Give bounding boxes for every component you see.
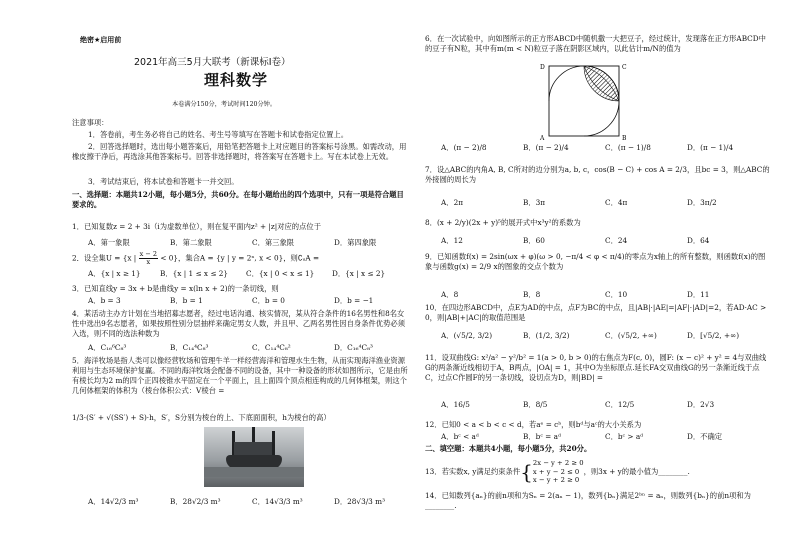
q3-option-c: C．b = 0 [252,296,285,305]
q12-stem: 12．已知0 < a < b < c < d，若aᵉ = cᵇ，则bᵈ与aᶜ的大小关系为 [425,420,642,429]
q1-option-d: D．第四象限 [334,238,377,247]
q6-option-d: D．(π − 1)/4 [687,143,734,152]
q7-option-d: D．3π/2 [687,198,717,207]
q5-option-b: B．28√2/3 m³ [170,497,221,506]
q1-option-c: C．第三象限 [252,238,295,247]
q7-option-c: C．4π [605,198,628,207]
ocean-ranch-photo [204,427,304,487]
q13-constraint-1: 2x − y + 2 ≥ 0 [532,459,584,467]
q9-option-b: B．8 [523,290,541,299]
q10-options [441,331,757,341]
q13-system [533,459,584,485]
label-c: C [622,64,627,71]
q6-option-a: A．(π − 2)/8 [441,143,487,152]
q8-option-c: C．24 [605,236,628,245]
q11-option-a: A．16/5 [441,400,470,409]
q13-stem-part-b: ，则3x + y的最小值为________. [583,466,690,476]
q8-stem: 8．(x + 2/y)(2x + y)⁵的展开式中x³y²的系数为 [425,218,581,227]
q3-option-d: D．b = −1 [334,296,374,305]
label-a: A [540,135,545,142]
q6-square-figure [537,60,633,144]
q4-option-b: B．C₁₄⁴C₈³ [170,343,209,352]
q6-options [441,143,757,153]
exam-subtitle: 本卷满分150分，考试时间120分钟。 [172,101,277,108]
q12-option-a: A．bᶜ < aᵈ [441,432,479,441]
q2-option-d: D．{x | x ≤ 2} [332,269,386,278]
q9-option-a: A．8 [441,290,459,299]
q2-fraction-numerator: x − 2 [139,250,157,258]
q1-option-b: B．第二象限 [170,238,212,247]
q11-options [441,400,757,410]
q3-option-b: B．b = 1 [170,296,203,305]
q4-options [88,343,404,353]
q5-stem: 5．海洋牧场是指人类可以像经营牧场和管理牛羊一样经营海洋和管理水生生物，从而实现海洋渔业资源利用与生态环境保护复赢。不同的海洋牧场会配备不同的设备，其中一种设备的形状如图所示，它是由所有棱长均为2 m的四个正四棱锥水平固定在一个平面上，且上面四个顶点相连构成的几何体框架，则这个几何体框架的体积为（棱台体积公式：V棱台 = [72,356,408,395]
q13-constraint-3: x − y + 2 ≥ 0 [532,476,580,484]
q8-option-a: A．12 [441,236,463,245]
q10-option-d: D．[√5/2, +∞) [687,331,740,340]
q5-options [88,497,404,507]
q9-options [441,290,757,300]
q2-stem [72,251,319,266]
q3-option-a: A．b = 3 [88,296,121,305]
confidential-mark: 绝密★启用前 [80,36,122,44]
q10-option-a: A．(√5/2, 3/2) [441,331,493,340]
note-2: 2．回答选择题时，选出每小题答案后，用铅笔把答题卡上对应题目的答案标号涂黑。如需改动，用橡皮擦干净后，再选涂其他答案标号。回答非选择题时，将答案写在答题卡上。写在本试卷上无效。 [72,142,407,161]
q2-fraction-denominator: x [146,258,151,266]
q7-options [441,198,757,208]
q5-option-a: A．14√2/3 m³ [88,497,139,506]
q6-option-b: B．(π − 2)/4 [523,143,569,152]
note-1: 1．答卷前，考生务必将自己的姓名、考生号等填写在答题卡和试卷指定位置上。 [88,130,349,139]
q5-formula: 1/3·(S′ + √(SS′) + S)·h，S′，S分别为棱台的上、下底面面积，h为棱台的高） [72,413,331,422]
q8-options [441,236,757,246]
q9-option-d: D．11 [687,290,710,299]
q8-option-b: B．60 [523,236,545,245]
q4-stem: 4．某活动主办方计划在当地招募志愿者，经过电话沟通、核实情况，某从符合条件的16名男性和8名女性中选出9名志愿者，如果按照性别分层抽样来确定男女人数，并且甲、乙两名男性因自身条件优势必须入选，则不同的选法种数为 [72,309,405,338]
q2-options [88,269,404,279]
note-3: 3．考试结束后，将本试卷和答题卡一并交回。 [88,177,239,186]
q6-option-c: C．(π − 1)/8 [605,143,651,152]
q11-stem: 11．设双曲线G: x²/a² − y²/b² = 1(a > 0, b > 0)的右焦点为F(c, 0)，圆F: (x − c)² + y² = 4与双曲线G的两条渐近线相切于A，B两点，|OA| = 1，其中O为坐标原点.延长FA交双曲线G的另一条渐近线于点C，过点C作圆F的另一条切线，设切点为D，则|BD| = [425,353,767,382]
label-d: D [540,64,545,71]
q2-option-b: B．{x | 1 ≤ x ≤ 2} [160,269,229,278]
q13-stem [425,459,690,485]
q11-option-b: B．8/5 [523,400,548,409]
q11-option-d: D．2√3 [687,400,715,409]
q12-option-d: D．不确定 [687,432,723,441]
q5-option-d: D．28√3/3 m³ [334,497,385,506]
q2-fraction [139,251,158,266]
q7-option-a: A．2π [441,198,464,207]
q9-option-c: C．10 [605,290,628,299]
q2-option-c: C．{x | 0 < x ≤ 1} [246,269,315,278]
q7-option-b: B．3π [523,198,546,207]
section-choice-heading: 一、选择题：本题共12小题，每小题5分，共60分。在每小题给出的四个选项中，只有一项是符合题目要求的。 [72,190,404,209]
label-b: B [622,135,627,142]
q4-option-d: D．C₁₆⁴C₈³ [334,343,373,352]
q10-stem: 10．在四边形ABCD中，点E为AD的中点，点F为BC的中点，且|AB|·|AE|=|AF|·|AD|=2，若AD·AC > 0，则|AB|+|AC|的取值范围是 [425,303,767,322]
q2-stem-part-a: 2．设全集U = {x | [72,253,137,263]
q1-stem: 1．已知复数z = 2 + 3i（i为虚数单位），则在复平面内z² + |z|对应的点位于 [72,222,321,231]
q2-option-a: A．{x | x ≥ 1} [88,269,141,278]
q10-option-c: C．(√5/2, +∞) [605,331,657,340]
section-fill-heading: 二、填空题：本题共4小题，每小题5分，共20分。 [425,444,592,453]
q4-option-c: C．C₁₄⁴C₈² [252,343,291,352]
q10-option-b: B．(1/2, 3/2) [523,331,570,340]
q12-option-c: C．bᶜ > aᵈ [605,432,644,441]
notes-heading: 注意事项： [72,118,109,127]
q11-option-c: C．12/5 [605,400,635,409]
q3-stem: 3．已知直线y = 3x + b是曲线y = x(ln x + 2)的一条切线，则 [72,284,279,293]
q13-brace: { [520,459,533,484]
q12-options [441,432,757,442]
q7-stem: 7．设△ABC的内角A, B, C所对的边分别为a, b, c，cos(B − C) + cos A = 2/3，且bc = 3，则△ABC的外接圆的周长为 [425,165,770,184]
q6-stem: 6．在一次试验中，向如图所示的正方形ABCD中随机撒一大把豆子，经过统计，发现落在正方形ABCD中的豆子有N粒，其中有m(m < N)粒豆子落在阴影区域内，以此估计m/N的值为 [425,34,766,53]
q5-option-c: C．14√3/3 m³ [252,497,303,506]
subject-title: 理科数学 [204,71,269,89]
q14-stem: 14．已知数列{aₙ}的前n项和为Sₙ = 2(aₙ − 1)，数列{bₙ}满足2ᵇⁿ = aₙ，则数列{bₙ}的前n项和为________. [425,491,751,510]
q13-constraint-2: x + y − 2 ≤ 0 [532,467,580,476]
q3-options [88,296,404,306]
q13-stem-part-a: 13．若实数x, y满足约束条件 [425,466,521,476]
exam-title: 2021年高三5月大联考（新课标Ⅰ卷） [134,57,291,68]
q2-stem-part-b: < 0}，集合A = {y | y = 2ˣ, x < 0}，则∁ᵤA = [160,253,320,263]
q1-options [88,238,404,248]
q4-option-a: A．C₁₆⁶C₈³ [88,343,127,352]
q8-option-d: D．64 [687,236,710,245]
q9-stem: 9．已知函数f(x) = 2sin(ωx + φ)(ω > 0, −π/4 < φ < π/4)的零点为x轴上的所有整数，则函数f(x)的图象与函数g(x) = 2/9 x的图象的交点个数为 [425,252,766,271]
q1-option-a: A．第一象限 [88,238,130,247]
q12-option-b: B．bᶜ = aᵈ [523,432,561,441]
